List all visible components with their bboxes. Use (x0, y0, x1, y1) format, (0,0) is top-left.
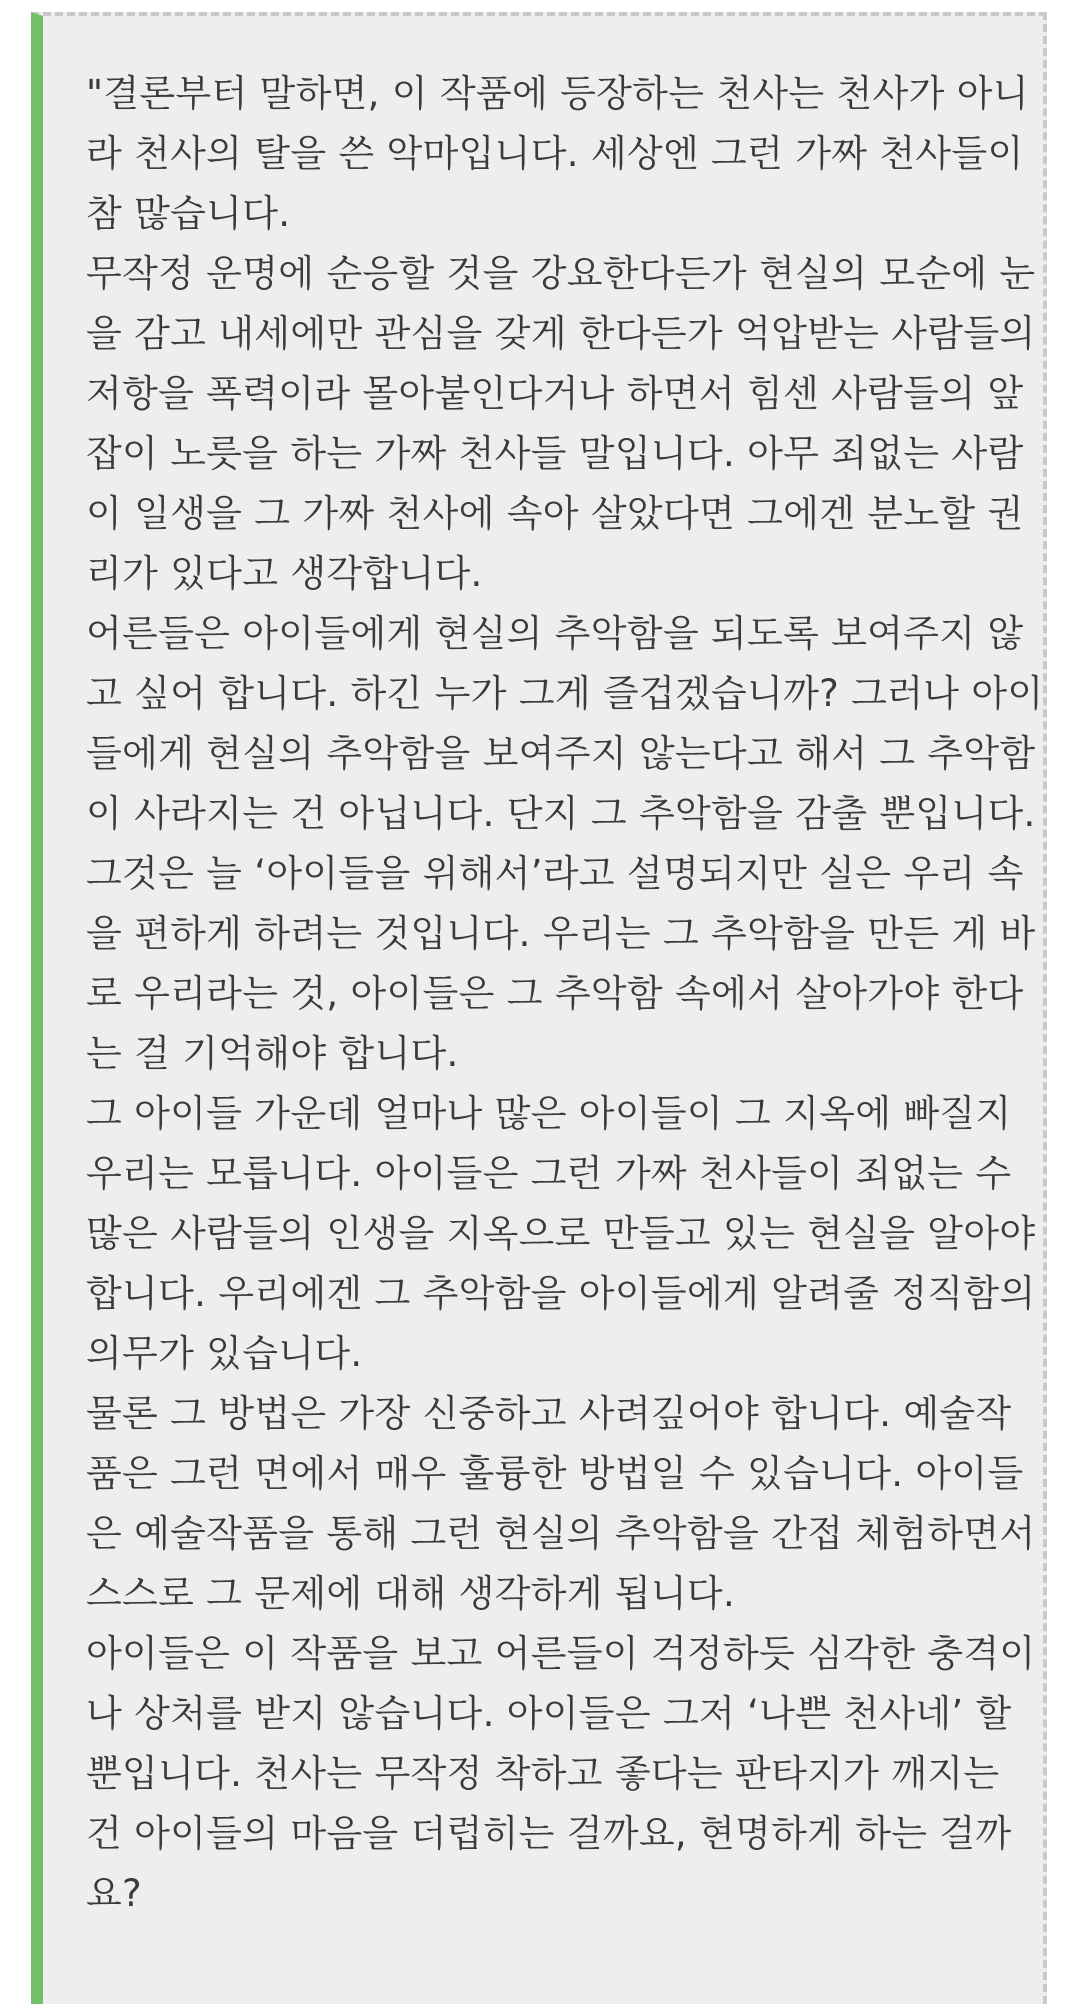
quote-box (31, 12, 1047, 2004)
paragraph: 무작정 운명에 순응할 것을 강요한다든가 현실의 모순에 눈을 감고 내세에만 관심을 갖게 한다든가 억압받는 사람들의 저항을 폭력이라 몰아붙인다거나 하면서 힘센 사람들의 앞잡이 노릇을 하는 가짜 천사들 말입니다. 아무 죄없는 사람이 일생을 그 가짜 천사에 속아 살았다면 그에겐 분노할 권리가 있다고 생각합니다. (86, 252, 1036, 595)
paragraph: 어른들은 아이들에게 현실의 추악함을 되도록 보여주지 않고 싶어 합니다. 하긴 누가 그게 즐겁겠습니까? 그러나 아이들에게 현실의 추악함을 보여주지 않는다고 해서 그 추악함이 사라지는 건 아닙니다. 단지 그 추악함을 감출 뿐입니다. (86, 612, 1044, 835)
paragraph: "결론부터 말하면, 이 작품에 등장하는 천사는 천사가 아니라 천사의 탈을 쓴 악마입니다. 세상엔 그런 가짜 천사들이 참 많습니다. (86, 72, 1029, 235)
paragraph: 아이들은 이 작품을 보고 어른들이 걱정하듯 심각한 충격이나 상처를 받지 않습니다. 아이들은 그저 ‘나쁜 천사네’ 할 뿐입니다. 천사는 무작정 착하고 좋다는 판타지가 깨지는 건 아이들의 마음을 더럽히는 걸까요, 현명하게 하는 걸까요? (86, 1632, 1036, 1915)
paragraph: 물론 그 방법은 가장 신중하고 사려깊어야 합니다. 예술작품은 그런 면에서 매우 훌륭한 방법일 수 있습니다. 아이들은 예술작품을 통해 그런 현실의 추악함을 간접 체험하면서 스스로 그 문제에 대해 생각하게 됩니다. (86, 1392, 1036, 1615)
quote-text (86, 64, 1046, 1924)
paragraph: 그것은 늘 ‘아이들을 위해서’라고 설명되지만 실은 우리 속을 편하게 하려는 것입니다. 우리는 그 추악함을 만든 게 바로 우리라는 것, 아이들은 그 추악함 속에서 살아가야 한다는 걸 기억해야 합니다. (86, 852, 1036, 1075)
paragraph: 그 아이들 가운데 얼마나 많은 아이들이 그 지옥에 빠질지 우리는 모릅니다. 아이들은 그런 가짜 천사들이 죄없는 수많은 사람들의 인생을 지옥으로 만들고 있는 현실을 알아야 합니다. 우리에겐 그 추악함을 아이들에게 알려줄 정직함의 의무가 있습니다. (86, 1092, 1036, 1375)
